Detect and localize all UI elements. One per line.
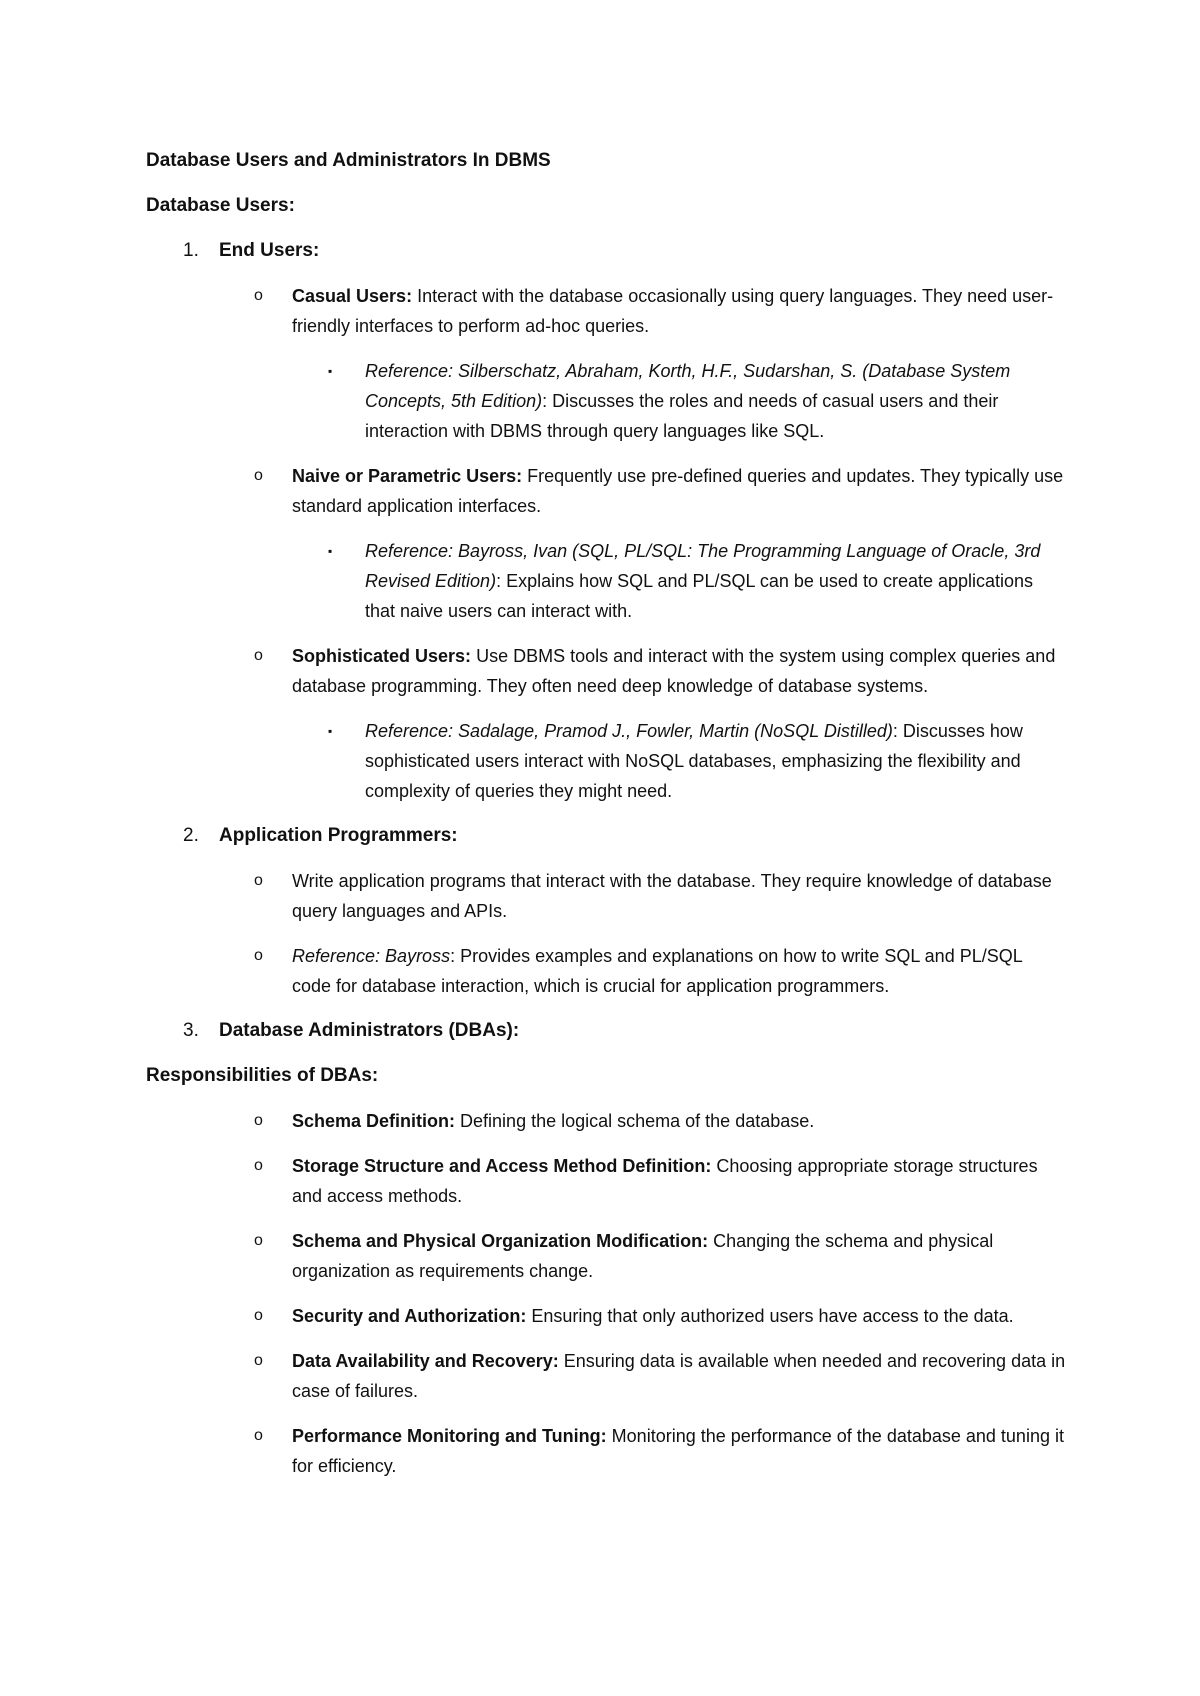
reference-citation: Reference: Sadalage, Pramod J., Fowler, Martin (NoSQL Distilled): [365, 721, 893, 741]
term-label: Data Availability and Recovery:: [292, 1351, 559, 1371]
square-bullet-icon: ▪: [328, 544, 333, 558]
responsibility-item: [146, 1346, 1066, 1406]
square-bullet-icon: ▪: [328, 724, 333, 738]
circle-bullet-icon: o: [254, 287, 263, 304]
term-description: Monitoring the performance of the database and tuning it for efficiency.: [292, 1426, 1064, 1476]
reference-description: : Explains how SQL and PL/SQL can be used to create applications that naive users can interact with.: [365, 571, 1034, 621]
item-label: End Users:: [219, 240, 320, 261]
term-label: Security and Authorization:: [292, 1306, 527, 1326]
circle-bullet-icon: o: [254, 1352, 263, 1369]
term-label: Performance Monitoring and Tuning:: [292, 1426, 607, 1446]
item-number: 1.: [183, 240, 199, 261]
term-label: Schema Definition:: [292, 1111, 456, 1131]
reference-item-casual: [146, 356, 1066, 446]
reference-citation: Reference: Bayross, Ivan (SQL, PL/SQL: The Programming Language of Oracle, 3rd Revised Edition): [365, 541, 1041, 591]
responsibility-item: [146, 1151, 1066, 1211]
responsibility-item: [146, 1226, 1066, 1286]
term-description: Frequently use pre-defined queries and updates. They typically use standard application interfaces.: [292, 466, 1064, 516]
term-label: Casual Users:: [292, 286, 413, 306]
term-label: Sophisticated Users:: [292, 646, 472, 666]
numbered-item-dbas: [146, 1016, 1066, 1046]
reference-description: : Discusses the roles and needs of casual users and their interaction with DBMS through query languages like SQL.: [365, 391, 999, 441]
reference-item-sophisticated: [146, 716, 1066, 806]
circle-bullet-icon: o: [254, 1112, 263, 1129]
list-item-app-programmers-ref: [146, 941, 1066, 1001]
square-bullet-icon: ▪: [328, 364, 333, 378]
circle-bullet-icon: o: [254, 467, 263, 484]
circle-bullet-icon: o: [254, 947, 263, 964]
reference-item-naive: [146, 536, 1066, 626]
term-label: Schema and Physical Organization Modification:: [292, 1231, 709, 1251]
term-description: Interact with the database occasionally using query languages. They need user-friendly interfaces to perform ad-hoc queries.: [292, 286, 1054, 336]
reference-citation: Reference: Bayross: [292, 946, 451, 966]
document-title: Database Users and Administrators In DBMS: [146, 150, 551, 171]
term-description: Defining the logical schema of the database.: [455, 1111, 815, 1131]
item-number: 2.: [183, 825, 199, 846]
term-description: Use DBMS tools and interact with the system using complex queries and database programming. They often need deep knowledge of database systems.: [292, 646, 1056, 696]
term-label: Naive or Parametric Users:: [292, 466, 523, 486]
reference-description: : Discusses how sophisticated users interact with NoSQL databases, emphasizing the flexibility and complexity of queries they might need.: [365, 721, 1023, 801]
reference-citation: Reference: Silberschatz, Abraham, Korth, H.F., Sudarshan, S. (Database System Concepts, 5th Edition): [365, 361, 1011, 411]
term-description: Ensuring that only authorized users have access to the data.: [526, 1306, 1014, 1326]
term-description: Ensuring data is available when needed and recovering data in case of failures.: [292, 1351, 1066, 1401]
responsibility-item: [146, 1301, 1066, 1331]
responsibility-item: [146, 1421, 1066, 1481]
users-heading: Database Users:: [146, 195, 295, 216]
circle-bullet-icon: o: [254, 872, 263, 889]
circle-bullet-icon: o: [254, 1232, 263, 1249]
numbered-item-app-programmers: [146, 821, 1066, 851]
item-number: 3.: [183, 1020, 199, 1041]
numbered-item-end-users: [146, 236, 1066, 266]
list-item-app-programmers-desc: [146, 866, 1066, 926]
circle-bullet-icon: o: [254, 1157, 263, 1174]
document-body: [146, 146, 1066, 1496]
term-description: Changing the schema and physical organization as requirements change.: [292, 1231, 994, 1281]
term-description: Choosing appropriate storage structures and access methods.: [292, 1156, 1038, 1206]
item-description: Write application programs that interact with the database. They require knowledge of database query languages and APIs.: [292, 871, 1052, 921]
list-item-casual-users: [146, 281, 1066, 341]
responsibilities-heading: Responsibilities of DBAs:: [146, 1065, 379, 1086]
circle-bullet-icon: o: [254, 647, 263, 664]
item-label: Application Programmers:: [219, 825, 458, 846]
responsibility-item: [146, 1106, 1066, 1136]
circle-bullet-icon: o: [254, 1427, 263, 1444]
reference-description: : Provides examples and explanations on how to write SQL and PL/SQL code for database interaction, which is crucial for application programmers.: [292, 946, 1023, 996]
item-label: Database Administrators (DBAs):: [219, 1020, 520, 1041]
list-item-naive-users: [146, 461, 1066, 521]
list-item-sophisticated-users: [146, 641, 1066, 701]
circle-bullet-icon: o: [254, 1307, 263, 1324]
term-label: Storage Structure and Access Method Definition:: [292, 1156, 712, 1176]
